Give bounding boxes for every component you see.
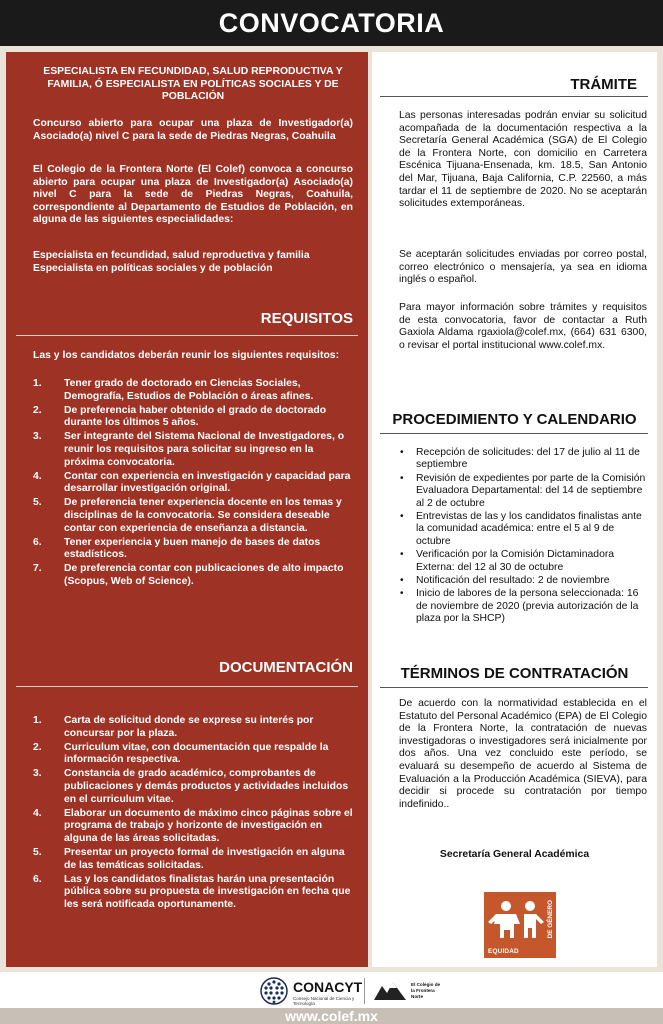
equity-caption: EQUIDAD — [488, 948, 519, 955]
footer-logos — [0, 972, 663, 1008]
bullet-icon: • — [400, 549, 404, 561]
conacyt-subtitle: Consejo Nacional de Ciencia y Tecnología — [293, 996, 355, 1006]
list-item-number: 6. — [33, 873, 42, 885]
list-item-text: Presentar un proyecto formal de investigación en alguna de las temáticas solicitadas. — [64, 846, 345, 871]
list-item-text: Carta de solicitud donde se exprese su interés por concursar por la plaza. — [64, 715, 314, 739]
list-item-text: Constancia de grado académico, comprobantes de publicaciones y demás productos y actividades incluidos en el curriculum vitae. — [64, 768, 349, 805]
list-item — [33, 847, 353, 872]
terminos-heading: TÉRMINOS DE CONTRATACIÓN — [400, 665, 629, 682]
colef-mountains-icon — [372, 976, 408, 1004]
list-item — [33, 874, 353, 912]
list-item — [33, 431, 353, 469]
list-item — [33, 471, 353, 496]
list-item — [33, 768, 353, 806]
website-bar — [0, 1008, 663, 1024]
documentacion-divider — [16, 686, 358, 687]
list-item-text: Tener experiencia y buen manejo de bases de datos estadísticos. — [64, 536, 321, 561]
list-item — [399, 575, 647, 587]
requisitos-heading — [6, 310, 368, 330]
bullet-icon: • — [400, 447, 404, 458]
contest-text: Concurso abierto para ocupar una plaza de Investigador(a) Asociado(a) nivel C para la sede de Piedras Negras, Coahuila — [33, 118, 353, 142]
requisitos-divider — [16, 335, 358, 336]
list-item-text: Tener grado de doctorado en Ciencias Sociales, Demografía, Estudios de Población o áreas afines. — [64, 378, 314, 402]
procedimiento-divider — [380, 433, 648, 434]
bullet-icon: • — [400, 472, 404, 484]
requisitos-lead: Las y los candidatos deberán reunir los siguientes requisitos: — [33, 350, 340, 361]
requisitos-list — [33, 378, 353, 590]
specialty-1: Especialista en fecundidad, salud reproductiva y familia — [33, 250, 310, 261]
list-item-number: 7. — [33, 563, 42, 575]
list-item-number: 1. — [33, 378, 42, 389]
list-item-number: 6. — [33, 536, 42, 548]
signature: Secretaría General Académica — [439, 849, 590, 860]
poster-frame — [0, 46, 663, 972]
position-title: ESPECIALISTA EN FECUNDIDAD, SALUD REPRODUCTIVA Y FAMILIA, Ó ESPECIALISTA EN POLÍTICAS SOCIALES Y DE POBLACIÓN — [43, 66, 343, 103]
list-item-text: Recepción de solicitudes: del 17 de julio al 11 de septiembre — [416, 447, 640, 471]
list-item — [33, 563, 353, 588]
list-item-text: Revisión de expedientes por parte de la Comisión Evaluadora Departamental: del 14 de septiembre al 2 de octubre — [416, 472, 646, 509]
tramite-divider — [380, 96, 648, 97]
documentacion-heading-label: DOCUMENTACIÓN — [219, 659, 353, 676]
colef-name: El Colegio de la Frontera Norte — [411, 982, 441, 999]
specialty-2: Especialista en políticas sociales y de población — [33, 263, 273, 274]
list-item-text: De preferencia haber obtenido el grado de doctorado durante los últimos 5 años. — [64, 404, 327, 429]
list-item-number: 5. — [33, 846, 42, 858]
logo-separator — [364, 978, 365, 1004]
list-item — [33, 808, 353, 846]
list-item-number: 4. — [33, 807, 42, 819]
list-item-text: De preferencia tener experiencia docente en los temas y disciplinas de la convocatoria. Se considera deseable contar con experiencia de enseñanza a distancia. — [64, 497, 342, 534]
tramite-paragraph-3: Para mayor información sobre trámites y requisitos de esta convocatoria, favor de contactar a Ruth Gaxiola Aldama rgaxiola@colef.mx, (664) 631 6300, o revisar el portal institucional www.colef.mx. — [399, 302, 647, 351]
bullet-icon: • — [400, 575, 404, 587]
documentacion-heading — [6, 659, 368, 679]
list-item — [399, 588, 647, 625]
bullet-icon: • — [400, 588, 404, 600]
list-item-text: De preferencia contar con publicaciones de alto impacto (Scopus, Web of Science). — [64, 563, 344, 587]
equity-vertical-caption: DE GÉNERO — [547, 900, 554, 939]
list-item-text: Contar con experiencia en investigación y capacidad para desarrollar investigación original. — [64, 470, 351, 495]
list-item-number: 2. — [33, 741, 42, 753]
conacyt-name: CONACYT — [293, 979, 363, 995]
list-item-number: 2. — [33, 404, 42, 416]
header-bar — [0, 0, 663, 46]
list-item — [399, 473, 647, 510]
colef-logo — [372, 976, 442, 1006]
left-column — [6, 52, 368, 967]
list-item — [33, 497, 353, 535]
conacyt-logo — [258, 976, 368, 1006]
list-item-number: 3. — [33, 431, 42, 443]
list-item — [33, 715, 353, 740]
tramite-heading: TRÁMITE — [570, 76, 637, 93]
list-item — [399, 549, 647, 574]
bullet-icon: • — [400, 511, 404, 523]
list-item-text: Las y los candidatos finalistas harán una presentación pública sobre su propuesta de investigación en fecha que les será notificada oportunamente. — [64, 873, 351, 910]
list-item — [33, 537, 353, 562]
documentacion-list — [33, 715, 353, 913]
terminos-text: De acuerdo con la normatividad establecida en el Estatuto del Personal Académico (EPA) de El Colegio de la Frontera Norte, la contratación de nuevas investigadoras o investigadores será inicialmente por dos años. Una vez concluido este período, se evaluará su desempeño de acuerdo al Sistema de Evaluación a la Producción Académica (SIEVA), para decidir si procede su contratación por tiempo indefinido.. — [399, 698, 647, 810]
right-column — [372, 52, 657, 967]
intro-text: El Colegio de la Frontera Norte (El Colef) convoca a concurso abierto para ocupar una plaza de Investigador(a) Asociado(a) nivel C para la sede de Piedras Negras, Coahuila, correspondiente al Departamento de Estudios de Población, en alguna de las siguientes especialidades: — [33, 164, 353, 226]
requisitos-heading-label: REQUISITOS — [260, 310, 353, 327]
list-item-text: Curriculum vitae, con documentación que respalde la información respectiva. — [64, 741, 329, 766]
list-item-number: 1. — [33, 715, 42, 726]
list-item-number: 5. — [33, 497, 42, 509]
conacyt-globe-icon — [258, 976, 290, 1006]
tramite-paragraph-2: Se aceptarán solicitudes enviadas por correo postal, correo electrónico o mensajería, ya sea en idioma inglés o español. — [399, 249, 647, 286]
gender-equity-logo — [484, 892, 556, 958]
list-item-number: 4. — [33, 470, 42, 482]
list-item — [33, 405, 353, 430]
list-item — [33, 742, 353, 767]
list-item-text: Inicio de labores de la persona seleccionada: 16 de noviembre de 2020 (previa autorización de la plaza por la SHCP) — [416, 588, 639, 625]
website-url[interactable]: www.colef.mx — [285, 1008, 378, 1024]
tramite-paragraph-1: Las personas interesadas podrán enviar su solicitud acompañada de la documentación respectiva a la Secretaría General Académica (SGA) de El Colegio de la Frontera Norte, con domicilio en Carretera Escénica Tijuana-Ensenada, km. 18.5, San Antonio del Mar, Tijuana, Baja California, C.P. 22560, a más tardar el 11 de septiembre de 2020. No se aceptarán solicitudes extemporáneas. — [399, 110, 647, 210]
list-item — [33, 378, 353, 403]
procedimiento-heading: PROCEDIMIENTO Y CALENDARIO — [392, 411, 637, 428]
calendar-list — [399, 447, 647, 627]
list-item-text: Entrevistas de las y los candidatos finalistas ante la comunidad académica: entre el 5 al 9 de octubre — [416, 511, 642, 547]
list-item-text: Ser integrante del Sistema Nacional de Investigadores, o reunir los requisitos para solicitar su ingreso en la próxima convocatoria. — [64, 431, 345, 468]
list-item-text: Notificación del resultado: 2 de noviembre — [416, 575, 610, 587]
list-item — [399, 511, 647, 548]
terminos-divider — [380, 687, 648, 688]
list-item-text: Verificación por la Comisión Dictaminadora Externa: del 12 al 30 de octubre — [416, 549, 615, 573]
list-item-text: Elaborar un documento de máximo cinco páginas sobre el programa de trabajo y horizonte de investigación en alguna de las áreas solicitadas. — [64, 807, 353, 844]
page-title: CONVOCATORIA — [218, 8, 445, 38]
list-item-number: 3. — [33, 768, 42, 780]
list-item — [399, 447, 647, 472]
